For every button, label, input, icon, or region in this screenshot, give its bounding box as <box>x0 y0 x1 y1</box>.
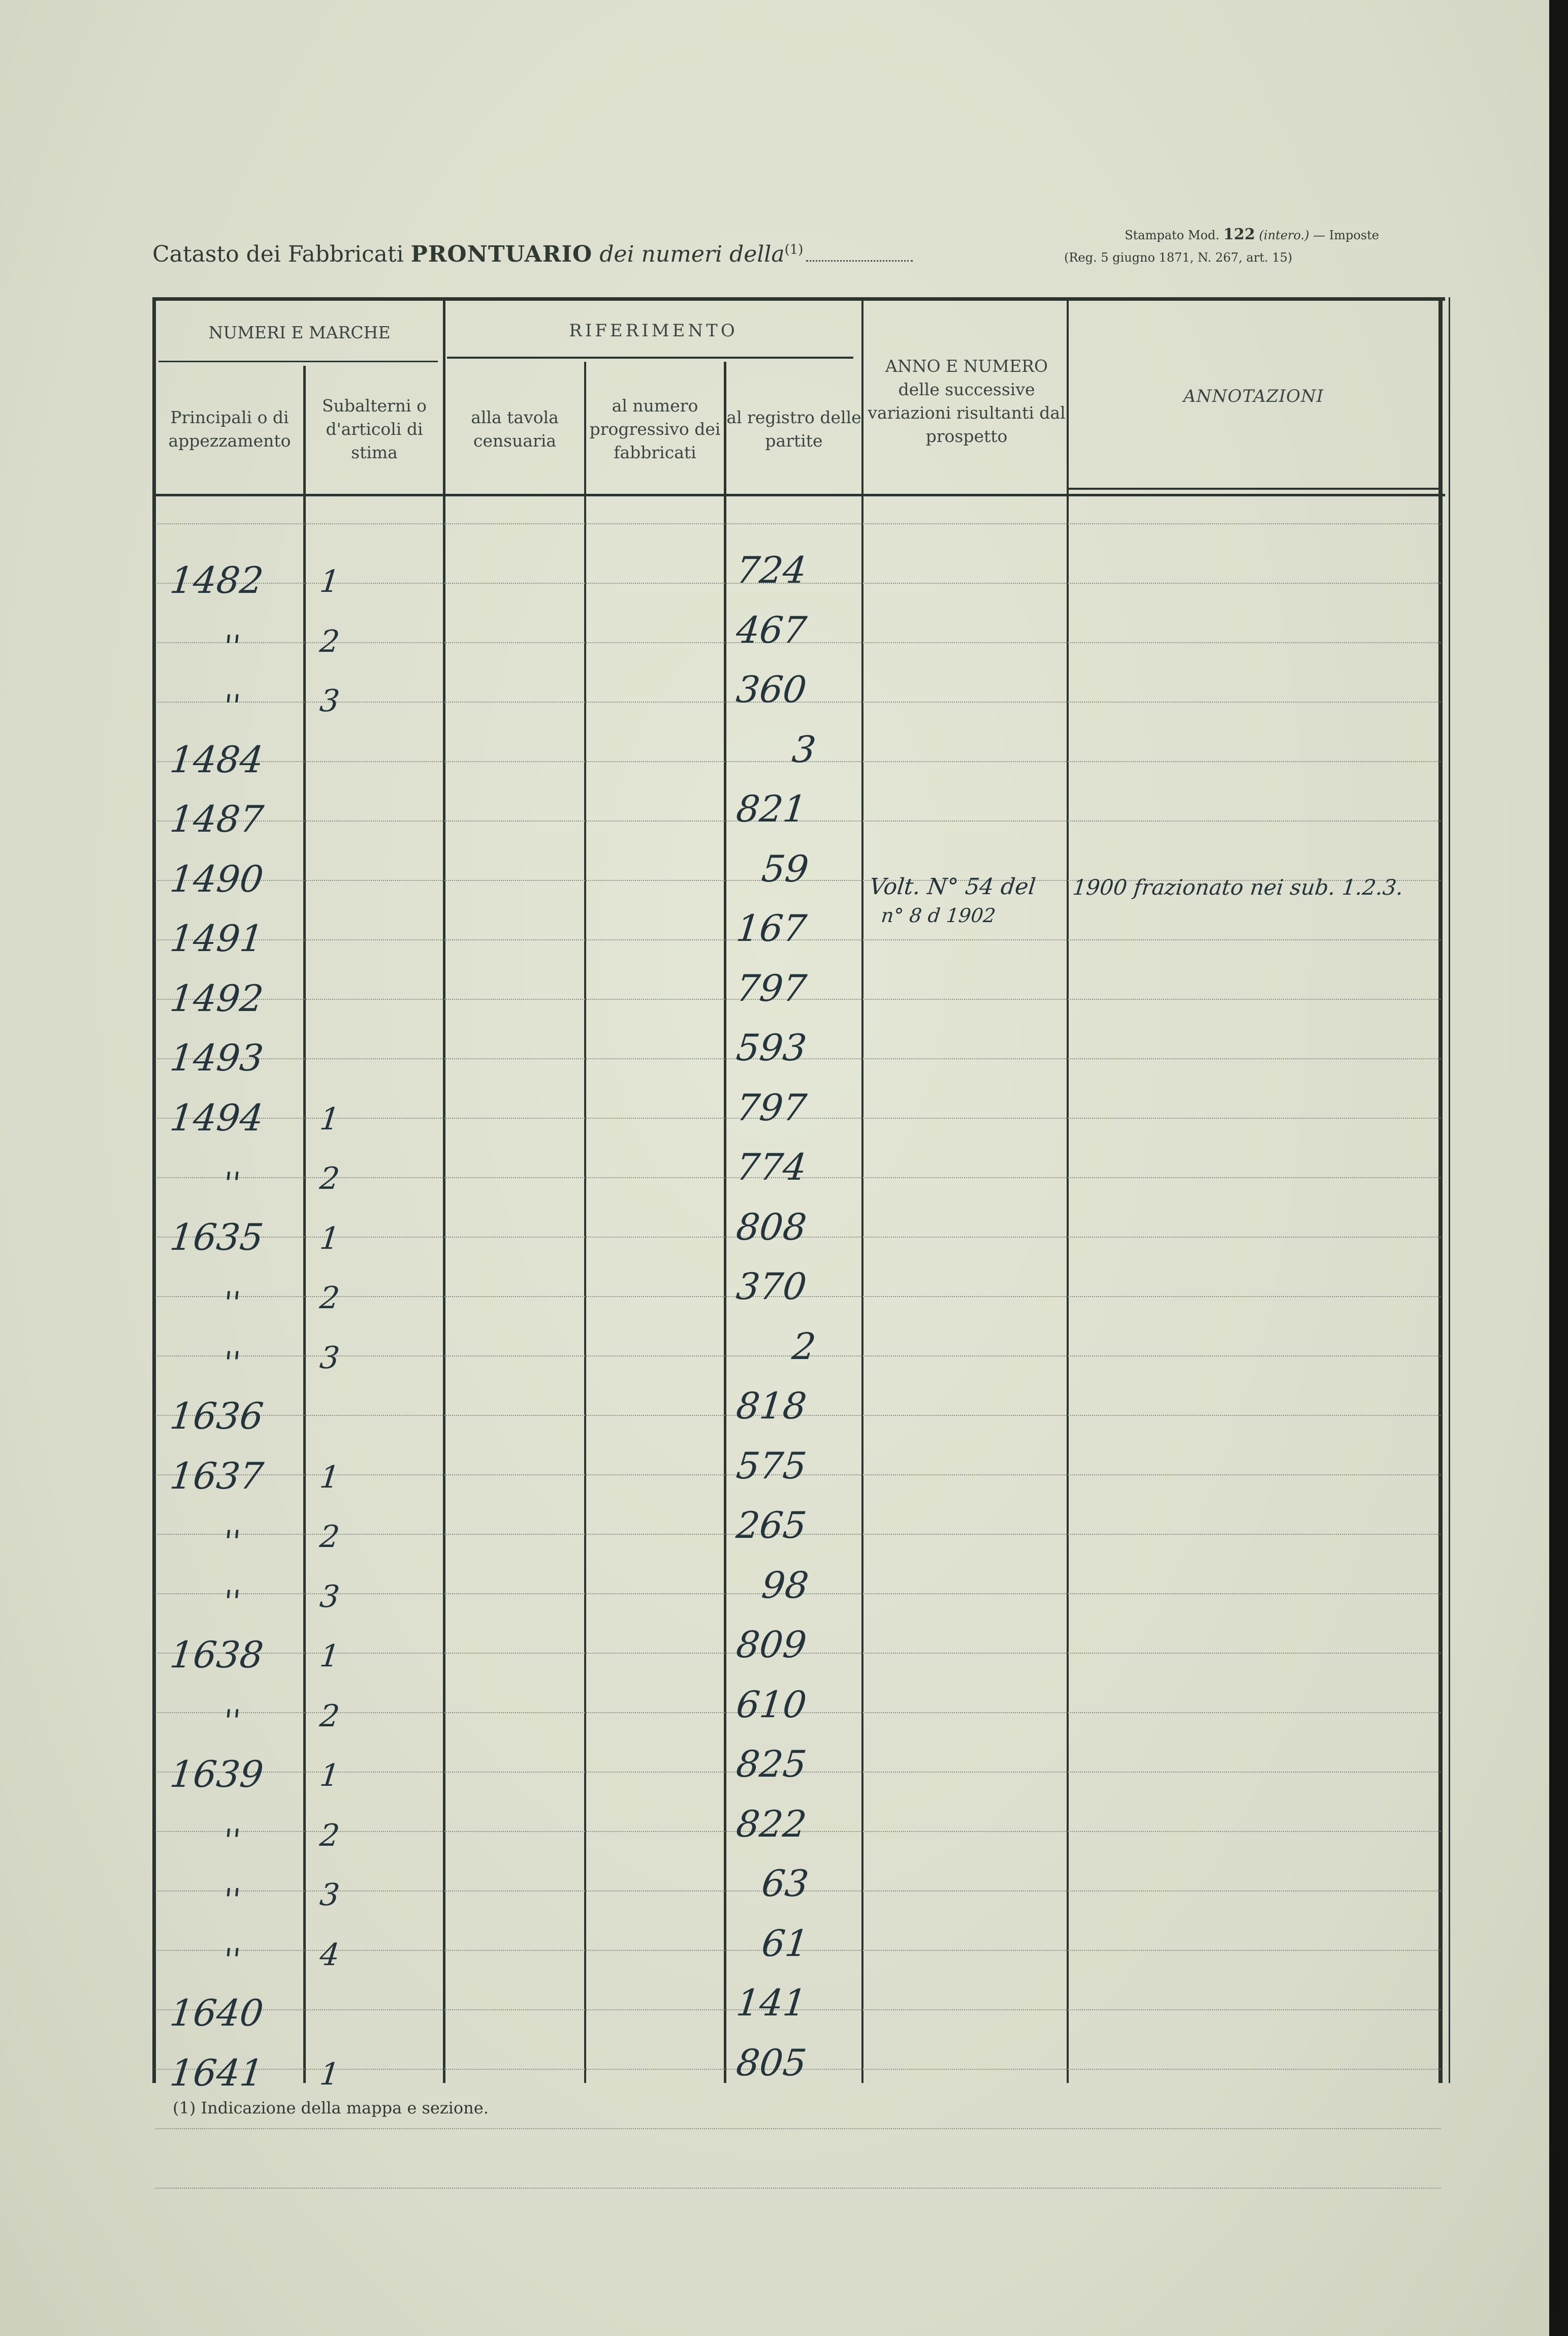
col-sep-principali <box>303 366 306 2083</box>
cell-subalterno: 1 <box>318 1221 341 1256</box>
cell-partita: 360 <box>734 668 809 711</box>
row-rule <box>155 2188 1441 2189</box>
cell-subalterno: 2 <box>318 1698 341 1734</box>
col-sep-tavola <box>584 362 586 2083</box>
cell-partita: 825 <box>734 1743 809 1785</box>
print-ref-number: 122 <box>1223 226 1256 243</box>
cell-partita: 822 <box>734 1803 809 1845</box>
header-riferimento: RIFERIMENTO <box>569 321 738 341</box>
cell-principale: '' <box>221 629 242 665</box>
cell-partita: 467 <box>734 609 809 651</box>
cell-partita: 808 <box>734 1206 809 1248</box>
cell-principale: '' <box>221 1285 242 1321</box>
title-italic: dei numeri della <box>599 241 785 267</box>
cell-subalterno: 1 <box>318 1460 341 1495</box>
cell-principale: 1636 <box>168 1395 266 1437</box>
cell-principale: 1484 <box>168 738 266 781</box>
cell-partita: 797 <box>734 1086 809 1129</box>
col-sep-subalterni <box>443 301 445 2083</box>
table-left-border <box>152 297 156 2083</box>
cell-principale: 1487 <box>168 798 266 840</box>
annotation-text: 1900 frazionato nei sub. 1.2.3. <box>1071 875 1405 900</box>
header-registro: al registro delle partite <box>726 407 861 451</box>
cell-partita: 809 <box>734 1623 809 1666</box>
cell-principale: 1482 <box>168 559 266 602</box>
cell-principale: '' <box>221 1942 242 1978</box>
title-prefix: Catasto dei Fabbricati <box>152 241 404 267</box>
header-annotazioni: ANNOTAZIONI <box>1183 386 1324 406</box>
cell-principale: '' <box>221 1882 242 1918</box>
title-footnote-mark: (1) <box>784 242 804 258</box>
cell-subalterno: 1 <box>318 1638 341 1674</box>
cell-subalterno: 3 <box>318 683 341 719</box>
cell-partita: 818 <box>734 1384 809 1427</box>
cell-principale: '' <box>221 688 242 724</box>
cell-partita: 593 <box>734 1026 809 1069</box>
col-sep-anno <box>1067 301 1069 2083</box>
header-subalterni: Subalterni o d'articoli di stima <box>322 396 427 462</box>
header-tavola: alla tavola censuaria <box>471 407 559 451</box>
variation-note-line2: n° 8 d 1902 <box>880 904 997 927</box>
cell-principale: '' <box>221 1166 242 1202</box>
row-rule <box>155 2128 1441 2129</box>
cell-subalterno: 1 <box>318 564 341 599</box>
cell-subalterno: 1 <box>318 1101 341 1137</box>
annotation-header-rule <box>1067 488 1443 490</box>
cell-subalterno: 1 <box>318 2057 341 2092</box>
cell-partita: 774 <box>734 1146 809 1188</box>
cell-subalterno: 2 <box>318 1161 341 1196</box>
col-sep-progressivo <box>724 362 726 2083</box>
cell-subalterno: 3 <box>318 1340 341 1376</box>
cell-partita: 821 <box>734 787 809 830</box>
cell-principale: 1493 <box>168 1036 266 1079</box>
cell-principale: 1640 <box>168 1992 266 2034</box>
cell-subalterno: 3 <box>318 1877 341 1913</box>
cell-principale: '' <box>221 1524 242 1560</box>
cell-partita: 167 <box>734 907 809 950</box>
cell-partita: 370 <box>734 1265 809 1308</box>
table-top-border <box>152 297 1445 301</box>
cell-subalterno: 3 <box>318 1579 341 1615</box>
cell-principale: 1637 <box>168 1455 266 1497</box>
cell-principale: 1491 <box>168 917 266 960</box>
header-principali: Principali o di appezzamento <box>168 407 291 451</box>
cell-principale: '' <box>221 1703 242 1739</box>
footnote: (1) Indicazione della mappa e sezione. <box>173 2098 489 2118</box>
table-right-border-outer <box>1449 297 1450 2083</box>
cell-subalterno: 2 <box>318 1818 341 1853</box>
cell-principale: 1641 <box>168 2051 266 2094</box>
cell-partita: 724 <box>734 549 809 591</box>
cell-partita: 59 <box>759 847 811 890</box>
print-ref-post: — Imposte <box>1313 228 1379 242</box>
cell-principale: 1635 <box>168 1216 266 1258</box>
print-ref-italic: (intero.) <box>1259 228 1309 242</box>
col-sep-registro <box>861 301 863 2083</box>
print-ref-regulation: (Reg. 5 giugno 1871, N. 267, art. 15) <box>1064 250 1293 265</box>
cell-subalterno: 4 <box>318 1937 341 1973</box>
group-riferimento-rule <box>447 357 853 359</box>
cell-subalterno: 2 <box>318 1280 341 1316</box>
cell-subalterno: 2 <box>318 1519 341 1555</box>
cell-principale: '' <box>221 1584 242 1620</box>
print-ref-pre: Stampato Mod. <box>1125 228 1220 242</box>
cell-partita: 63 <box>759 1862 811 1905</box>
cell-partita: 797 <box>734 967 809 1009</box>
page-edge-shadow <box>1549 0 1568 2336</box>
row-rule <box>155 523 1441 524</box>
cell-subalterno: 1 <box>318 1758 341 1793</box>
cell-subalterno: 2 <box>318 624 341 659</box>
cell-principale: 1494 <box>168 1096 266 1139</box>
header-progressivo: al numero progressivo dei fabbricati <box>589 396 721 462</box>
table-right-border <box>1438 297 1443 2083</box>
header-numeri-e-marche: NUMERI E MARCHE <box>208 323 391 342</box>
cell-principale: '' <box>221 1345 242 1381</box>
group-numeri-rule <box>158 361 438 362</box>
cell-partita: 61 <box>759 1922 811 1965</box>
cell-partita: 98 <box>759 1564 811 1606</box>
cell-partita: 2 <box>790 1325 818 1368</box>
cell-partita: 265 <box>734 1504 809 1546</box>
cell-principale: 1639 <box>168 1753 266 1795</box>
cell-partita: 610 <box>734 1683 809 1726</box>
cell-partita: 575 <box>734 1444 809 1487</box>
header-bottom-rule <box>152 494 1445 496</box>
header-anno-e-numero: ANNO E NUMERO delle successive variazioni risultanti dal prospetto <box>868 356 1066 446</box>
cell-partita: 805 <box>734 2041 809 2084</box>
cell-principale: 1492 <box>168 977 266 1020</box>
cell-partita: 141 <box>734 1981 809 2024</box>
title-bold: PRONTUARIO <box>410 241 593 267</box>
cell-partita: 3 <box>790 728 818 771</box>
cell-principale: '' <box>221 1823 242 1858</box>
cell-principale: 1638 <box>168 1633 266 1676</box>
variation-note-line1: Volt. N° 54 del <box>868 874 1037 900</box>
cell-principale: 1490 <box>168 858 266 900</box>
